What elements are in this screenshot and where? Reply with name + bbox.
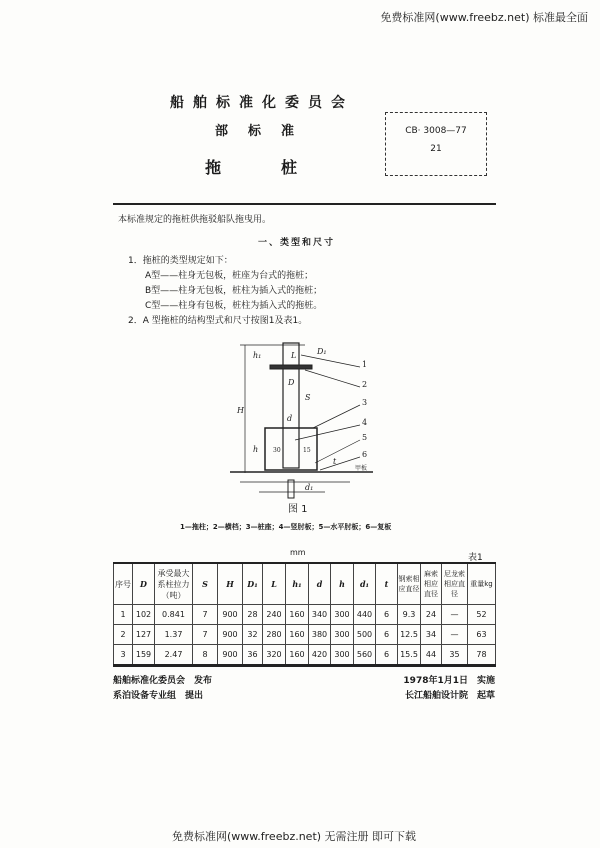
table-cell: 159 <box>133 645 155 666</box>
th-d: d <box>309 563 331 605</box>
table-cell: 160 <box>286 645 309 666</box>
table-cell: 340 <box>309 605 331 625</box>
effective-date: 1978年1月1日 实施 <box>403 676 495 686</box>
table-cell: 15.5 <box>398 645 421 666</box>
table-cell: 160 <box>286 625 309 645</box>
table-cell: 63 <box>468 625 496 645</box>
label-D: D <box>288 378 295 387</box>
table-cell: 34 <box>421 625 442 645</box>
th-h: h <box>331 563 354 605</box>
table-cell: 900 <box>218 625 243 645</box>
table-cell: 32 <box>243 625 263 645</box>
figure-caption: 1—拖柱；2—横档；3—桩座；4—竖肘板；5—水平肘板；6—复板 <box>180 523 392 531</box>
table-cell: 6 <box>376 645 398 666</box>
th-D: D <box>133 563 155 605</box>
intro-text: 本标准规定的拖桩供拖驳船队拖曳用。 <box>118 215 272 225</box>
table-cell: 300 <box>331 645 354 666</box>
table-cell: 300 <box>331 605 354 625</box>
table-cell: 44 <box>421 645 442 666</box>
table-row <box>114 645 496 666</box>
item-type-c: C型——柱身有包板，桩柱为插入式的拖桩。 <box>145 301 323 311</box>
item-type-b: B型——柱身无包板，桩柱为插入式的拖桩； <box>145 286 323 296</box>
label-L: L <box>291 351 297 360</box>
table-cell: 36 <box>243 645 263 666</box>
table-unit: mm <box>290 548 306 557</box>
table-cell: 440 <box>354 605 376 625</box>
table-cell: 280 <box>263 625 286 645</box>
th-nylon-rope: 尼龙索相应直径 <box>442 563 468 605</box>
label-D1: D₁ <box>317 347 327 356</box>
footer-rule <box>113 665 496 667</box>
watermark-top: 免费标准网(www.freebz.net) 标准最全面 <box>380 11 588 24</box>
table-cell: 420 <box>309 645 331 666</box>
th-D1: D₁ <box>243 563 263 605</box>
table-cell: 300 <box>331 625 354 645</box>
th-S: S <box>193 563 218 605</box>
th-steel-rope: 钢索相应直径 <box>398 563 421 605</box>
table-cell: 12.5 <box>398 625 421 645</box>
publisher: 船舶标准化委员会 发布 <box>113 676 213 686</box>
standard-code-box <box>385 112 487 176</box>
th-hemp-rope: 麻索相应直径 <box>421 563 442 605</box>
table-cell: 6 <box>376 605 398 625</box>
table-cell: 7 <box>193 625 218 645</box>
label-weld-30: 30 <box>273 447 281 454</box>
table-cell: 102 <box>133 605 155 625</box>
table-row <box>114 625 496 645</box>
label-h1: h₁ <box>253 351 262 360</box>
proposer: 系泊设备专业组 提出 <box>113 691 204 701</box>
table-cell: 35 <box>442 645 468 666</box>
table-cell: 560 <box>354 645 376 666</box>
item-type-a: A型——柱身无包板，桩座为台式的拖桩； <box>145 271 314 281</box>
th-weight: 重量kg <box>468 563 496 605</box>
document-title: 拖桩 <box>205 158 358 177</box>
th-t: t <box>376 563 398 605</box>
table-cell: 1 <box>114 605 133 625</box>
table-cell: 0.841 <box>155 605 193 625</box>
th-L: L <box>263 563 286 605</box>
callout-5: 5 <box>362 433 368 442</box>
callout-4: 4 <box>362 418 368 427</box>
th-d1: d₁ <box>354 563 376 605</box>
item-2: 2．A 型拖桩的结构型式和尺寸按图1及表1。 <box>128 316 308 326</box>
drafter: 长江船舶设计院 起草 <box>404 691 495 701</box>
item-1: 1．拖桩的类型规定如下： <box>128 256 233 266</box>
table-title: 表1 <box>468 553 483 563</box>
table-cell: 380 <box>309 625 331 645</box>
table-cell: 28 <box>243 605 263 625</box>
th-index: 序号 <box>114 563 133 605</box>
table-cell: 240 <box>263 605 286 625</box>
table-cell: 2.47 <box>155 645 193 666</box>
standard-level: 部标准 <box>215 124 315 139</box>
table-cell: 9.3 <box>398 605 421 625</box>
label-S: S <box>305 393 311 402</box>
label-d: d <box>287 414 293 423</box>
table-cell: 3 <box>114 645 133 666</box>
table-cell: 1.37 <box>155 625 193 645</box>
table-cell: — <box>442 605 468 625</box>
watermark-bottom: 免费标准网(www.freebz.net) 无需注册 即可下载 <box>172 830 417 843</box>
callout-1: 1 <box>362 360 368 369</box>
th-max-pull: 承受最大系柱拉力（吨） <box>155 563 193 605</box>
dimensions-table <box>113 562 496 666</box>
table-cell: 500 <box>354 625 376 645</box>
figure-title: 图 1 <box>288 504 308 515</box>
callout-2: 2 <box>362 380 368 389</box>
table-cell: 7 <box>193 605 218 625</box>
label-d1: d₁ <box>305 483 314 492</box>
label-h: h <box>253 445 259 454</box>
table-cell: 8 <box>193 645 218 666</box>
callout-6: 6 <box>362 450 368 459</box>
table-cell: 52 <box>468 605 496 625</box>
table-row <box>114 605 496 625</box>
table-cell: 2 <box>114 625 133 645</box>
figure-1-drawing <box>225 330 425 505</box>
label-weld-15: 15 <box>303 447 311 454</box>
table-cell: 127 <box>133 625 155 645</box>
label-H: H <box>237 406 244 415</box>
table-cell: 160 <box>286 605 309 625</box>
org-title: 船舶标准化委员会 <box>170 95 354 111</box>
table-cell: — <box>442 625 468 645</box>
page-number: 21 <box>430 144 442 154</box>
label-deck: 甲板 <box>355 465 368 472</box>
table-cell: 320 <box>263 645 286 666</box>
table-cell: 24 <box>421 605 442 625</box>
th-H: H <box>218 563 243 605</box>
table-cell: 900 <box>218 605 243 625</box>
callout-3: 3 <box>362 398 368 407</box>
standard-code: CB· 3008—77 <box>405 126 467 136</box>
table-cell: 900 <box>218 645 243 666</box>
table-cell: 6 <box>376 625 398 645</box>
table-cell: 78 <box>468 645 496 666</box>
section-title: 一、类型和尺寸 <box>258 238 336 248</box>
header-rule <box>113 203 496 205</box>
th-h1: h₁ <box>286 563 309 605</box>
label-t: t <box>333 457 337 466</box>
table-header-row <box>114 563 496 605</box>
